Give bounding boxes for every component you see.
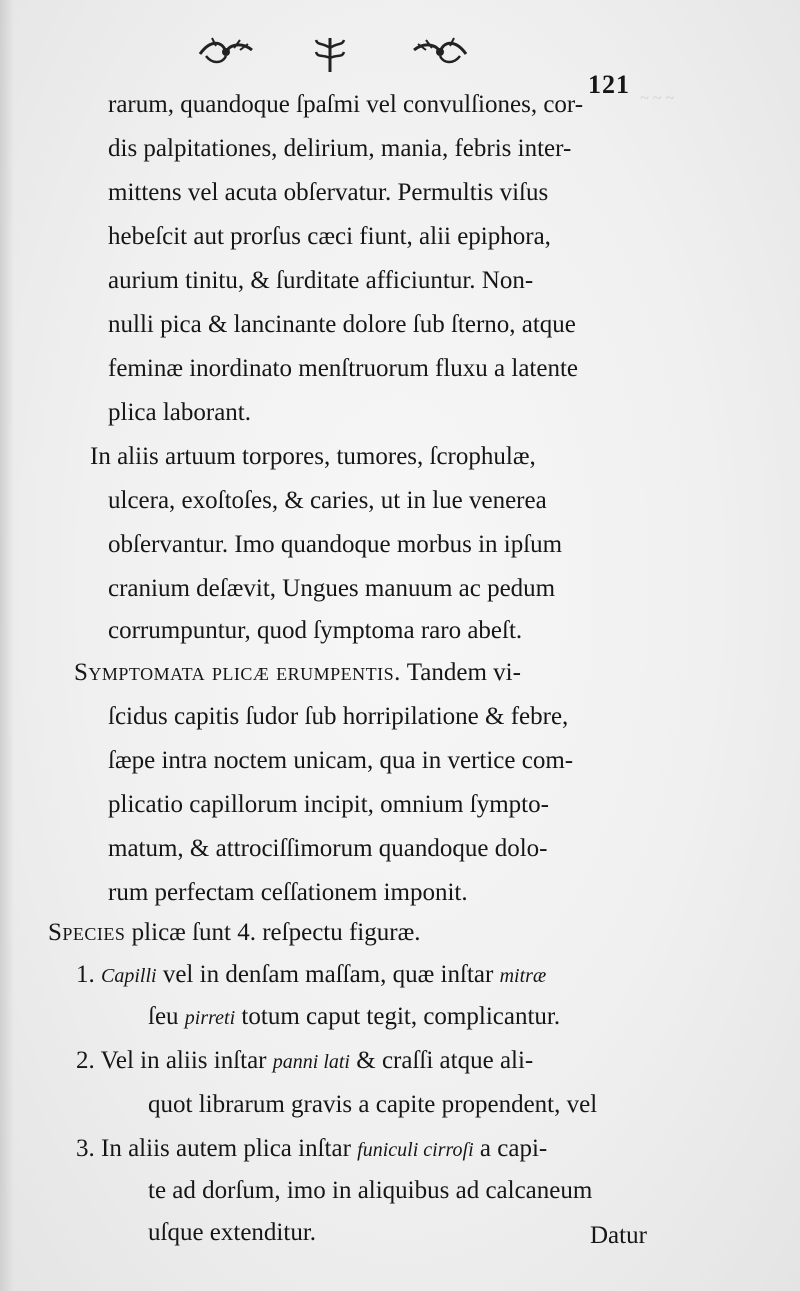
text-run: vel in denſam maſſam, quæ inſtar [156,961,500,988]
text-run: & craſſi atque ali- [350,1047,534,1074]
text-line: cranium deſævit, Ungues manuum ac pedum [108,575,556,602]
section-heading: Symptomata plicæ erumpentis. [74,659,401,686]
italic-term: Capilli [101,965,157,987]
sprig-center-icon [312,34,348,74]
list-number: 3. [76,1135,95,1162]
text-line: feminæ inordinato menſtruorum fluxu a latente [108,355,579,382]
text-line: quot librarum gravis a capite propendent, vel [148,1091,598,1118]
text-line [148,1000,560,1035]
text-line: corrumpuntur, quod ſymptoma raro abeſt. [108,617,523,644]
list-item [76,1044,533,1079]
page-header [0,28,800,99]
text-run: ſeu [148,1003,185,1030]
paragraph-start: In aliis artuum torpores, tumores, ſcrophulæ, [90,443,536,470]
text-run: In aliis autem plica inſtar [101,1135,358,1162]
text-line: aurium tinitu, & ſurditate afficiuntur. Non- [108,267,534,294]
section-heading: Species [48,919,126,946]
italic-term: panni lati [272,1051,350,1073]
text-line: nulli pica & lancinante dolore ſub ſterno, atque [108,311,576,338]
page-gutter-shadow [0,0,14,1291]
section-heading-line [48,916,421,950]
text-run: a capi- [473,1135,548,1162]
text-line: plica laborant. [108,399,251,426]
page-number: 121 [588,70,630,99]
floral-right-icon [410,34,470,68]
list-item [76,958,546,993]
floral-left-icon [196,34,256,68]
section-heading-line [74,656,521,690]
catchword: Datur [590,1222,647,1249]
italic-term: funiculi cirroſi [357,1139,474,1161]
italic-term: mitræ [499,965,547,987]
italic-term: pirreti [184,1007,236,1029]
list-item [76,1132,547,1167]
text-line: ulcera, exoſtoſes, & caries, ut in lue venerea [108,487,547,514]
text-line: dis palpitationes, delirium, mania, febris inter- [108,135,572,162]
text-line: uſque extenditur. [148,1219,317,1246]
list-number: 2. [76,1047,95,1074]
list-number: 1. [76,961,95,988]
text-run: plicæ ſunt 4. reſpectu figuræ. [125,919,421,946]
text-line: plicatio capillorum incipit, omnium ſympto- [108,791,549,818]
text-line: rum perfectam ceſſationem imponit. [108,879,468,906]
text-run: Vel in aliis inſtar [100,1047,273,1074]
text-line: mittens vel acuta obſervatur. Permultis viſus [108,179,549,206]
text-line: te ad dorſum, imo in aliquibus ad calcaneum [148,1177,593,1204]
text-line: obſervantur. Imo quandoque morbus in ipſum [108,531,563,558]
text-line: ſæpe intra noctem unicam, qua in vertice com- [108,747,574,774]
text-run: totum caput tegit, complicantur. [235,1003,561,1030]
text-run: Tandem vi- [400,659,521,686]
text-line: ſcidus capitis ſudor ſub horripilatione & febre, [108,703,569,730]
text-line: rarum, quandoque ſpaſmi vel convulſiones, cor- [108,91,584,118]
bleed-through-text: ~ ~ ~ [640,90,674,107]
text-line: matum, & attrociſſimorum quandoque dolo- [108,835,548,862]
text-line: hebeſcit aut prorſus cæci fiunt, alii epiphora, [108,223,551,250]
